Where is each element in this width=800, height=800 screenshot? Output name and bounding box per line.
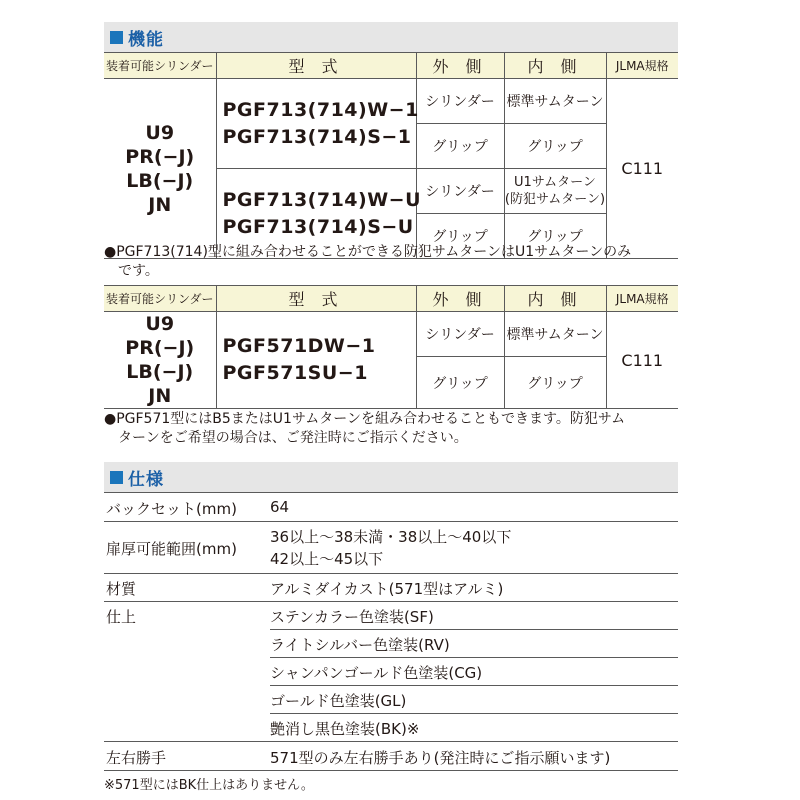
outside-cell: グリップ: [416, 357, 504, 409]
note-2: [104, 410, 684, 448]
header-jlma: JLMA規格: [606, 53, 678, 79]
spec-label: 扉厚可能範囲(mm): [106, 540, 237, 558]
spec-label: 左右勝手: [106, 749, 167, 767]
table-header-row: [104, 53, 678, 79]
section-header-function: [104, 22, 678, 52]
header-outside: 外 側: [416, 286, 504, 312]
inside-cell: 標準サムターン: [504, 312, 606, 357]
finish-value: シャンパンゴールド色塗装(CG): [270, 664, 483, 682]
finish-item: [270, 713, 678, 742]
inside-cell: 標準サムターン: [504, 79, 606, 124]
header-cylinder: 装着可能シリンダー: [104, 286, 216, 312]
table-header-row: [104, 286, 678, 312]
note-line: ●PGF571型にはB5またはU1サムターンを組み合わせることもできます。防犯サム: [104, 411, 626, 427]
jlma-cell: C111: [606, 312, 678, 409]
cylinder-item: LB(−J): [126, 361, 194, 383]
model-name: PGF713(714)S−1: [222, 125, 412, 148]
finish-value: ゴールド色塗装(GL): [270, 692, 407, 710]
inside-cell: グリップ: [504, 214, 606, 259]
header-outside: 外 側: [416, 53, 504, 79]
header-inside: 内 側: [504, 53, 606, 79]
finish-item: [270, 685, 678, 714]
model-name: PGF713(714)S−U: [222, 215, 414, 238]
outside-cell: シリンダー: [416, 79, 504, 124]
finish-value: ステンカラー色塗装(SF): [270, 608, 434, 626]
blue-square-icon: [110, 471, 123, 484]
spec-value: 36以上〜38未満・38以上〜40以下: [270, 528, 512, 546]
model-cell: [216, 312, 416, 409]
section-title: 仕様: [128, 469, 164, 490]
note-1: [104, 243, 684, 281]
finish-value: 艶消し黒色塗装(BK)※: [270, 720, 420, 738]
spec-row-thickness: [104, 521, 678, 574]
spec-label: 材質: [106, 580, 137, 598]
spec-row-backset: [104, 493, 678, 522]
cylinder-item: U9: [145, 313, 175, 335]
note-line: ターンをご希望の場合は、ご発注時にご指示ください。: [118, 430, 468, 446]
header-model: 型 式: [216, 286, 416, 312]
cylinder-item: LB(−J): [126, 169, 194, 192]
outside-cell: シリンダー: [416, 312, 504, 357]
note-line: です。: [118, 263, 159, 279]
cylinder-list: [104, 312, 216, 409]
spec-value: 571型のみ左右勝手あり(発注時にご指示願います): [270, 749, 611, 767]
model-cell: [216, 79, 419, 169]
finish-item: [270, 629, 678, 658]
cylinder-item: JN: [148, 193, 172, 216]
cylinder-item: U9: [145, 121, 175, 144]
spec-row-hand: [104, 742, 678, 771]
cylinder-list: [104, 79, 216, 259]
spec-label: 仕上: [106, 608, 137, 626]
inside-cell: [504, 169, 606, 214]
function-table-1: [104, 52, 678, 259]
inside-text: U1サムターン: [514, 175, 596, 190]
blue-square-icon: [110, 31, 123, 44]
finish-item: [270, 601, 678, 630]
spec-label: バックセット(mm): [106, 500, 237, 518]
table-row: [104, 79, 678, 124]
spec-value: 64: [270, 498, 290, 516]
inside-text: (防犯サムターン): [504, 192, 606, 207]
cylinder-item: PR(−J): [125, 145, 195, 168]
model-name: PGF713(714)W−1: [222, 98, 419, 121]
function-table-2: [104, 285, 678, 409]
header-jlma: JLMA規格: [606, 286, 678, 312]
note-line: ●PGF713(714)型に組み合わせることができる防犯サムターンはU1サムターンのみ: [104, 244, 632, 260]
model-name: PGF571DW−1: [222, 335, 376, 357]
outside-cell: グリップ: [416, 124, 504, 169]
inside-cell: グリップ: [504, 357, 606, 409]
jlma-cell: C111: [606, 79, 678, 259]
section-header-spec: [104, 462, 678, 492]
finish-item: [270, 657, 678, 686]
spec-row-material: [104, 573, 678, 602]
header-cylinder: 装着可能シリンダー: [104, 53, 216, 79]
cylinder-item: PR(−J): [125, 337, 195, 359]
model-name: PGF713(714)W−U: [222, 188, 421, 211]
model-name: PGF571SU−1: [222, 362, 368, 384]
footnote: ※571型にはBK仕上はありません。: [104, 778, 314, 793]
section-title: 機能: [128, 29, 164, 50]
header-inside: 内 側: [504, 286, 606, 312]
table-row: [104, 312, 678, 357]
finish-value: ライトシルバー色塗装(RV): [270, 636, 450, 654]
spec-value: 42以上〜45以下: [270, 550, 384, 568]
cylinder-item: JN: [148, 385, 172, 407]
spec-value: アルミダイカスト(571型はアルミ): [270, 580, 504, 598]
outside-cell: グリップ: [416, 214, 504, 259]
inside-cell: グリップ: [504, 124, 606, 169]
header-model: 型 式: [216, 53, 416, 79]
outside-cell: シリンダー: [416, 169, 504, 214]
